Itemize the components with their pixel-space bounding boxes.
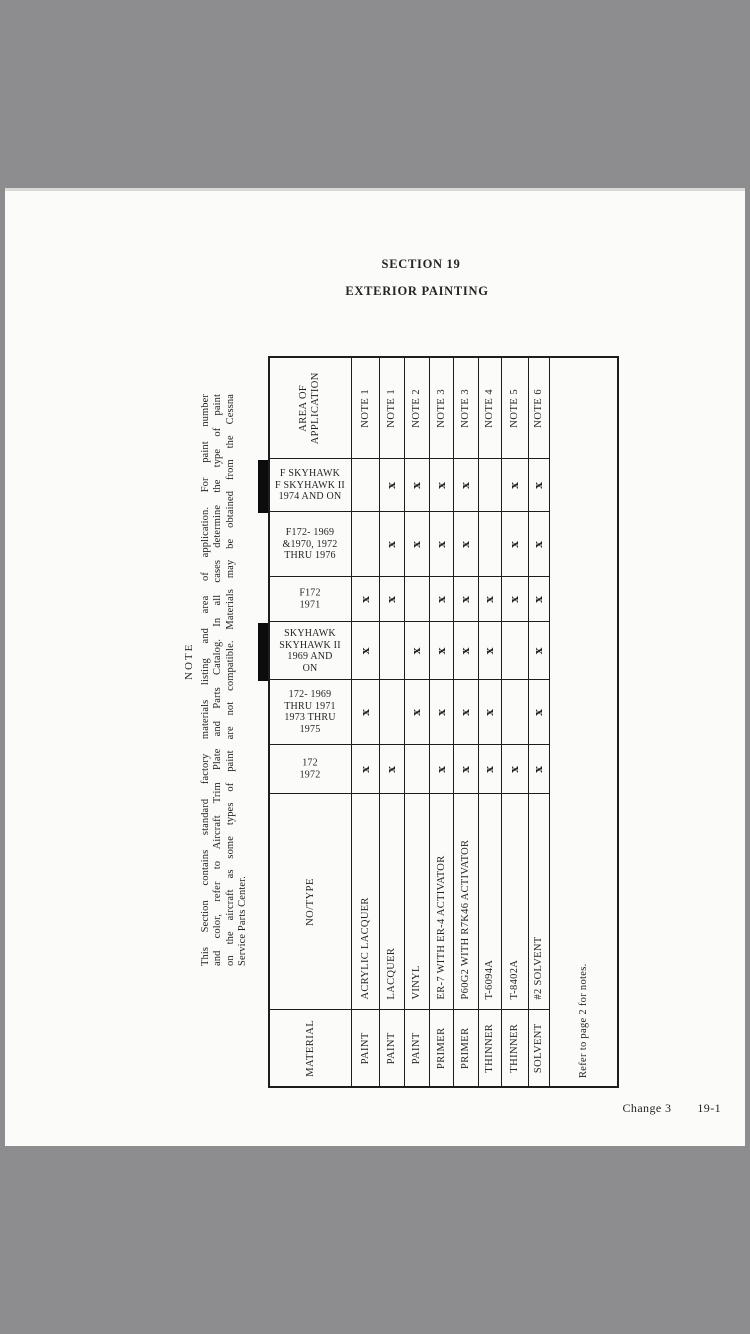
material-cell: PAINT (404, 1010, 429, 1087)
mark-cell: x (379, 577, 404, 622)
mark-cell (478, 459, 501, 512)
type-cell: ACRYLIC LACQUER (351, 794, 379, 1010)
type-column-header: NO/TYPE (269, 794, 351, 1010)
mark-cell: x (453, 680, 478, 745)
mark-cell: x (429, 745, 453, 794)
mark-cell: x (404, 512, 429, 577)
mark-cell: x (404, 622, 429, 680)
note-ref-cell: NOTE 1 (379, 357, 404, 459)
mark-cell (404, 577, 429, 622)
mark-cell: x (528, 680, 549, 745)
document-page (5, 188, 745, 1146)
material-cell: THINNER (478, 1010, 501, 1087)
mark-cell: x (501, 745, 528, 794)
model-column-header (269, 622, 351, 680)
mark-cell: x (528, 577, 549, 622)
model-header-text: F172- 1969 &1970, 1972 THRU 1976 (282, 527, 338, 562)
mark-cell: x (429, 459, 453, 512)
mark-cell: x (478, 680, 501, 745)
material-column-header: MATERIAL (269, 1010, 351, 1087)
mark-cell: x (501, 459, 528, 512)
table-row (528, 357, 549, 1087)
mark-cell: x (528, 512, 549, 577)
model-header-text: 172 1972 (299, 758, 321, 781)
note-paragraph (200, 394, 249, 966)
table-row (404, 357, 429, 1087)
mark-cell: x (429, 512, 453, 577)
note-ref-cell: NOTE 1 (351, 357, 379, 459)
note-ref-cell: NOTE 6 (528, 357, 549, 459)
mark-cell: x (429, 680, 453, 745)
model-header-text: SKYHAWK SKYHAWK II 1969 AND ON (279, 628, 341, 674)
material-cell: PAINT (379, 1010, 404, 1087)
note-line: Service Parts Center. (236, 876, 248, 966)
mark-cell: x (429, 622, 453, 680)
type-cell: T-6094A (478, 794, 501, 1010)
note-line: This Section contains standard factory materials listing and area of application. For paint number (200, 394, 211, 966)
type-cell: LACQUER (379, 794, 404, 1010)
note-ref-cell: NOTE 2 (404, 357, 429, 459)
footer-change-label: Change 3 (622, 1101, 672, 1115)
note-ref-cell: NOTE 5 (501, 357, 528, 459)
note-heading: NOTE (183, 642, 195, 680)
mark-cell: x (404, 459, 429, 512)
table-row (501, 357, 528, 1087)
model-column-header (269, 745, 351, 794)
section-heading: SECTION 19 (381, 257, 461, 271)
note-line: and color, refer to Aircraft Trim Plate and Parts Catalog. In all cases determine the type of paint (212, 394, 224, 966)
table-header-row (269, 357, 351, 1087)
model-header-text: 172- 1969 THRU 1971 1973 THRU 1975 (284, 689, 337, 735)
model-header-text: F SKYHAWK F SKYHAWK II 1974 AND ON (275, 468, 346, 503)
mark-cell: x (379, 745, 404, 794)
mark-cell (379, 680, 404, 745)
mark-cell: x (478, 577, 501, 622)
table-footnote-row (549, 357, 618, 1087)
area-column-header: AREA OF APPLICATION (269, 357, 351, 459)
page-title: EXTERIOR PAINTING (345, 284, 489, 298)
type-cell: #2 SOLVENT (528, 794, 549, 1010)
mark-cell: x (351, 577, 379, 622)
type-cell: P60G2 WITH R7K46 ACTIVATOR (453, 794, 478, 1010)
table-footnote-cell: Refer to page 2 for notes. (549, 357, 618, 1087)
material-cell: SOLVENT (528, 1010, 549, 1087)
model-column-header (269, 577, 351, 622)
mark-cell: x (379, 459, 404, 512)
mark-cell (478, 512, 501, 577)
mark-cell: x (478, 622, 501, 680)
mark-cell: x (351, 622, 379, 680)
mark-cell: x (501, 512, 528, 577)
mark-cell: x (404, 680, 429, 745)
mark-cell: x (429, 577, 453, 622)
mark-cell: x (453, 577, 478, 622)
mark-cell (379, 622, 404, 680)
page-footer (623, 1101, 721, 1116)
material-cell: PAINT (351, 1010, 379, 1087)
note-ref-cell: NOTE 4 (478, 357, 501, 459)
model-header-text: F172 1971 (299, 588, 321, 611)
model-column-header (269, 512, 351, 577)
table-row (453, 357, 478, 1087)
model-column-header (269, 459, 351, 512)
mark-cell: x (351, 745, 379, 794)
mark-cell: x (528, 622, 549, 680)
note-ref-cell: NOTE 3 (453, 357, 478, 459)
mark-cell (351, 512, 379, 577)
footer-page-number: 19-1 (697, 1101, 721, 1115)
mark-cell: x (453, 459, 478, 512)
mark-cell: x (453, 745, 478, 794)
mark-cell: x (379, 512, 404, 577)
mark-cell: x (478, 745, 501, 794)
type-cell: T-8402A (501, 794, 528, 1010)
mark-cell (501, 680, 528, 745)
model-column-header (269, 680, 351, 745)
mark-cell: x (453, 622, 478, 680)
mark-cell: x (528, 459, 549, 512)
type-cell: ER-7 WITH ER-4 ACTIVATOR (429, 794, 453, 1010)
material-cell: THINNER (501, 1010, 528, 1087)
material-cell: PRIMER (429, 1010, 453, 1087)
note-line: on the aircraft as some types of paint are not compatible. Materials may be obtained from the Cessna (224, 394, 236, 966)
table-row (429, 357, 453, 1087)
mark-cell: x (501, 577, 528, 622)
materials-table-body (269, 357, 618, 1087)
table-row (351, 357, 379, 1087)
note-ref-cell: NOTE 3 (429, 357, 453, 459)
mark-cell (404, 745, 429, 794)
mark-cell: x (351, 680, 379, 745)
table-row (478, 357, 501, 1087)
mark-cell: x (528, 745, 549, 794)
mark-cell (501, 622, 528, 680)
type-cell: VINYL (404, 794, 429, 1010)
materials-table (268, 356, 619, 1088)
mark-cell (351, 459, 379, 512)
mark-cell: x (453, 512, 478, 577)
rotated-landscape-block (180, 358, 620, 1088)
material-cell: PRIMER (453, 1010, 478, 1087)
table-row (379, 357, 404, 1087)
